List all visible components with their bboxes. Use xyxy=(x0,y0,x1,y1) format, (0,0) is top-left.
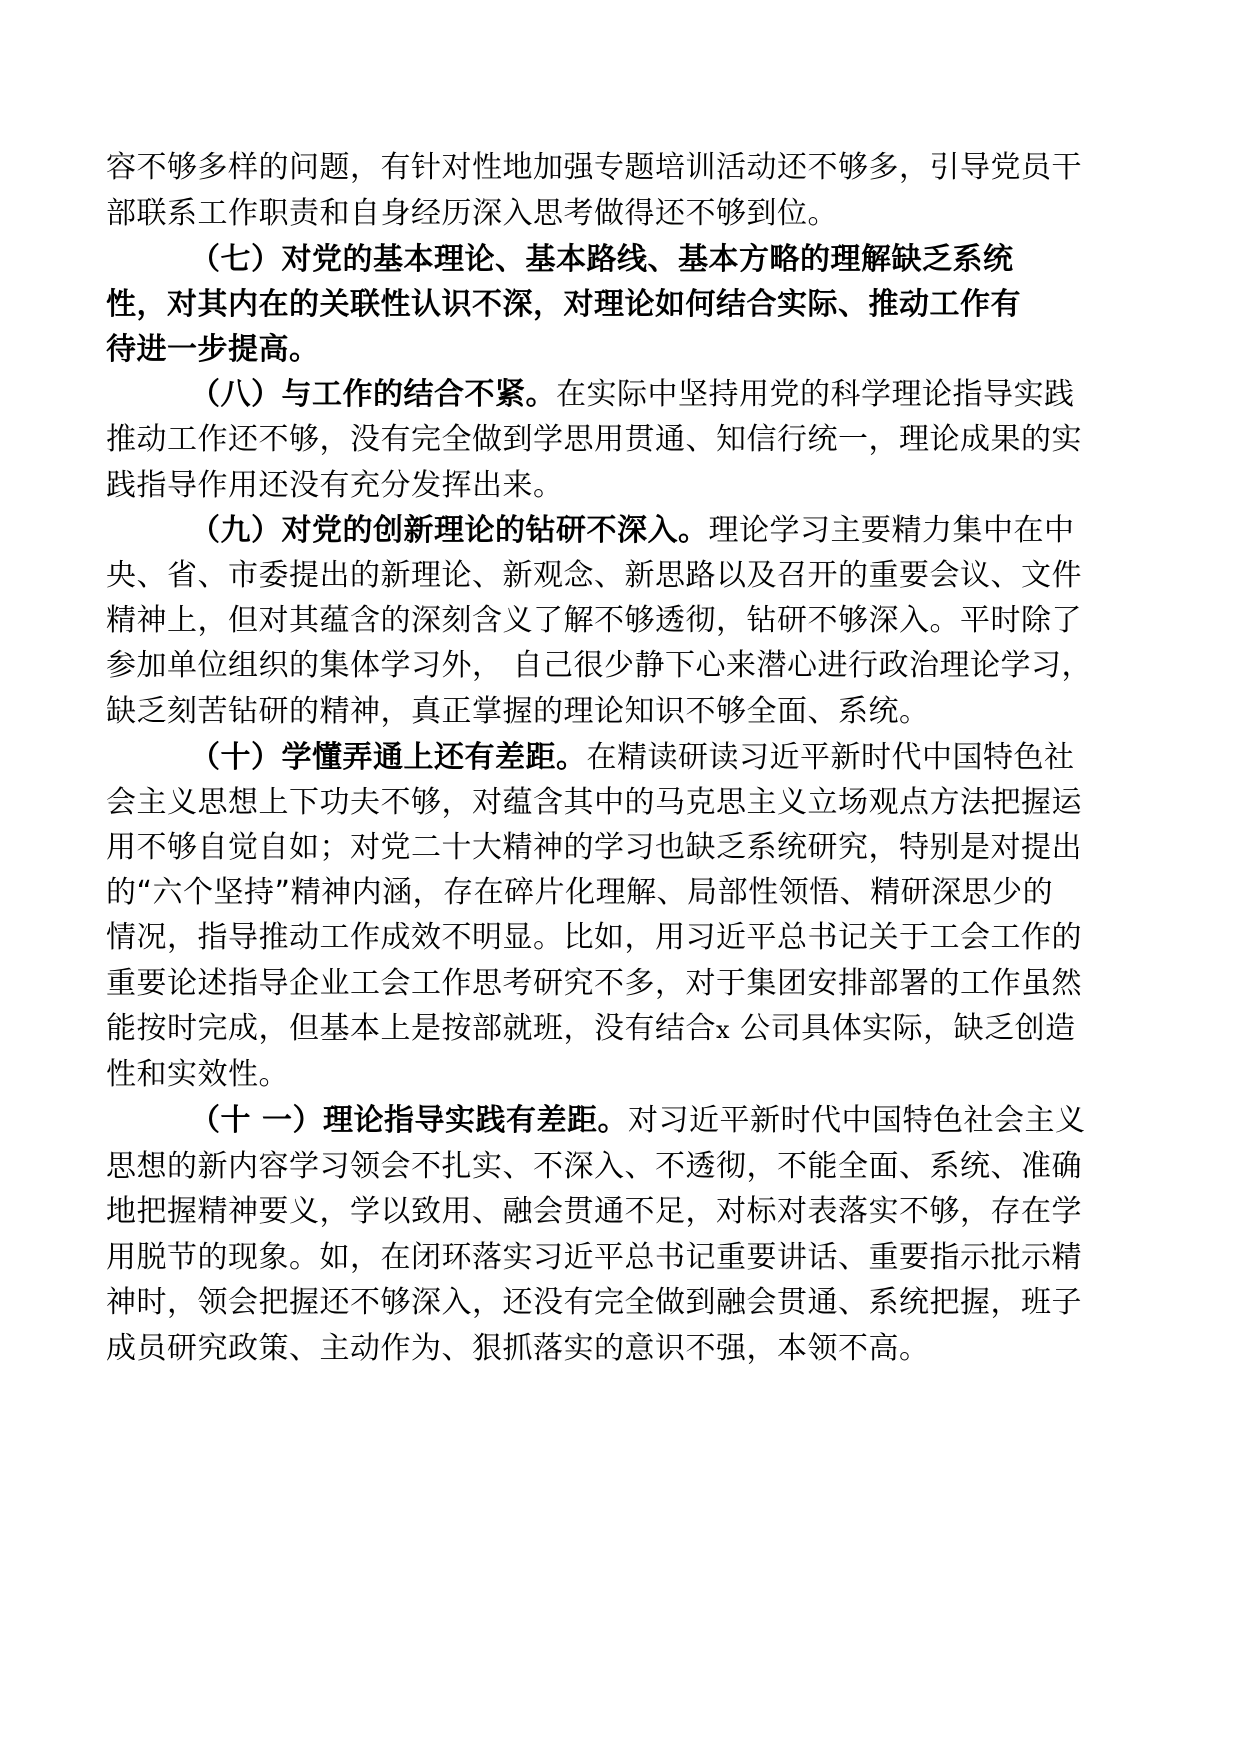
paragraph-line xyxy=(190,511,1116,551)
paragraph-line: 推动工作还不够，没有完全做到学思用贯通、知信行统一，理论成果的实 xyxy=(106,422,1082,457)
paragraph-line: 缺乏刻苦钻研的精神，真正掌握的理论知识不够全面、系统。 xyxy=(106,694,930,729)
section-heading: 待进一步提高。 xyxy=(106,332,320,367)
placeholder-letter: x xyxy=(716,1016,731,1044)
paragraph-text: 能按时完成，但基本上是按部就班，没有结合 xyxy=(106,1011,716,1046)
paragraph-line: 容不够多样的问题，有针对性地加强专题培训活动还不够多，引导党员干 xyxy=(106,150,1082,185)
paragraph-line: 重要论述指导企业工会工作思考研究不多，对于集团安排部署的工作虽然 xyxy=(106,966,1082,1001)
paragraph-text: 在实际中坚持用党的科学理论指导实践 xyxy=(556,377,1075,412)
section-heading: 性，对其内在的关联性认识不深，对理论如何结合实际、推动工作有 xyxy=(106,287,1021,322)
paragraph-line xyxy=(190,738,1116,778)
paragraph-line: 精神上，但对其蕴含的深刻含义了解不够透彻，钻研不够深入。平时除了 xyxy=(106,603,1082,638)
paragraph-line: 践指导作用还没有充分发挥出来。 xyxy=(106,468,564,503)
paragraph-line xyxy=(190,375,1116,415)
paragraph-line: 央、省、市委提出的新理论、新观念、新思路以及召开的重要会议、文件 xyxy=(106,558,1082,593)
section-heading: （八）与工作的结合不紧。 xyxy=(190,377,556,412)
paragraph-line: 地把握精神要义，学以致用、融会贯通不足，对标对表落实不够，存在学 xyxy=(106,1194,1082,1229)
paragraph-text: 对习近平新时代中国特色社会主义 xyxy=(627,1103,1086,1138)
paragraph-line: 会主义思想上下功夫不够，对蕴含其中的马克思主义立场观点方法把握运 xyxy=(106,785,1082,820)
section-heading: （七）对党的基本理论、基本路线、基本方略的理解缺乏系统 xyxy=(190,242,1014,277)
paragraph-line: 成员研究政策、主动作为、狠抓落实的意识不强，本领不高。 xyxy=(106,1331,930,1366)
section-heading: （十 一）理论指导实践有差距。 xyxy=(190,1103,628,1138)
paragraph-line: 思想的新内容学习领会不扎实、不深入、不透彻，不能全面、系统、准确 xyxy=(106,1149,1082,1184)
paragraph-line: 的“六个坚持”精神内涵，存在碎片化理解、局部性领悟、精研深思少的 xyxy=(106,875,1054,910)
paragraph-line xyxy=(106,1009,1116,1049)
paragraph-line: 情况，指导推动工作成效不明显。比如，用习近平总书记关于工会工作的 xyxy=(106,920,1082,955)
paragraph-line: 用不够自觉自如；对党二十大精神的学习也缺乏系统研究，特别是对提出 xyxy=(106,830,1082,865)
paragraph-text: 理论学习主要精力集中在中 xyxy=(708,513,1075,548)
section-heading: （九）对党的创新理论的钻研不深入。 xyxy=(190,513,709,548)
section-heading: （十）学懂弄通上还有差距。 xyxy=(190,740,587,775)
paragraph-line: 参加单位组织的集体学习外， 自己很少静下心来潜心进行政治理论学习， xyxy=(106,648,1093,683)
paragraph-text: 公司具体实际，缺乏创造 xyxy=(730,1011,1076,1046)
paragraph-line xyxy=(190,1101,1116,1141)
paragraph-line: 用脱节的现象。如，在闭环落实习近平总书记重要讲话、重要指示批示精 xyxy=(106,1240,1082,1275)
paragraph-text: 在精读研读习近平新时代中国特色社 xyxy=(586,740,1075,775)
paragraph-line: 性和实效性。 xyxy=(106,1057,289,1092)
paragraph-line: 神时，领会把握还不够深入，还没有完全做到融会贯通、系统把握，班子 xyxy=(106,1285,1082,1320)
paragraph-line: 部联系工作职责和自身经历深入思考做得还不够到位。 xyxy=(106,196,838,231)
